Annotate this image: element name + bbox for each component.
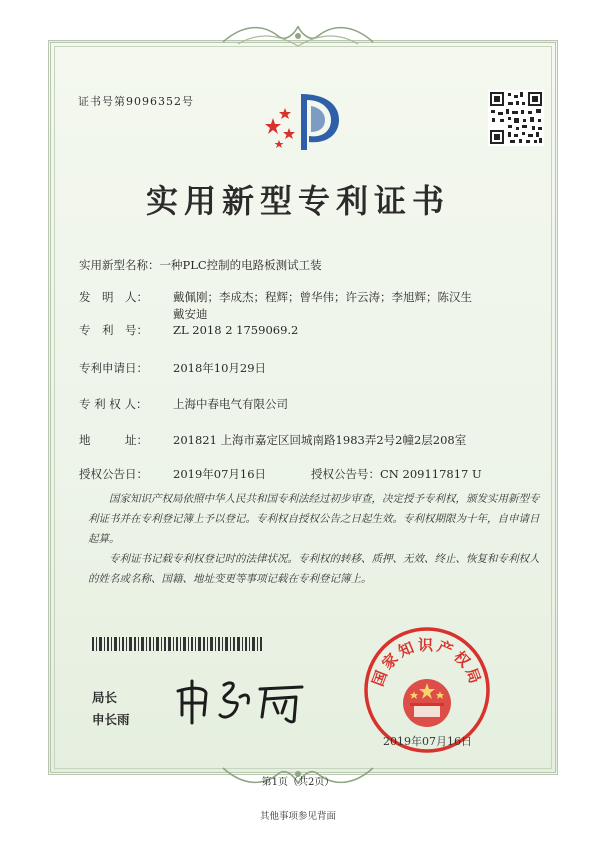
certificate-number: 证书号第9096352号 — [78, 95, 194, 108]
page-number: 第1页（共2页） — [261, 777, 335, 788]
barcode — [92, 637, 262, 651]
utility-model-name-value: 一种PLC控制的电路板测试工装 — [159, 258, 322, 272]
seal-text: 国家知识产权局 — [368, 636, 486, 689]
footer-note: 其他事项参见背面 — [259, 811, 336, 822]
patentee-row — [79, 396, 288, 412]
patentee-label: 专 利 权 人： — [79, 397, 148, 411]
inventor-value-line2: 戴安迪 — [173, 307, 208, 321]
inventor-row — [79, 289, 472, 305]
qr-code — [488, 90, 544, 146]
patentee-value: 上海中春电气有限公司 — [173, 397, 288, 411]
body-paragraph-2: 专利证书记载专利权登记时的法律状况。专利权的转移、质押、无效、终止、恢复和专利权人的姓名或名称、国籍、地址变更等事项记载在专利登记簿上。 — [88, 553, 540, 585]
patent-number-label: 专 利 号： — [79, 323, 148, 337]
grant-number-label: 授权公告号： — [311, 467, 380, 481]
inventor-value: 戴佩刚；李成杰；程辉；曾华伟；许云涛；李旭辉；陈汉生 — [173, 290, 472, 304]
grant-number-row — [311, 466, 482, 482]
grant-date-label: 授权公告日： — [79, 467, 148, 481]
patent-number-row — [79, 322, 298, 338]
director-signature — [170, 675, 315, 727]
top-ornament — [218, 22, 378, 50]
utility-model-name-label: 实用新型名称： — [79, 258, 160, 272]
filing-date-row — [79, 360, 266, 376]
body-paragraph-1: 国家知识产权局依照中华人民共和国专利法经过初步审查，决定授予专利权，颁发实用新型专利证书并在专利登记簿上予以登记。专利权自授权公告之日起生效。专利权期限为十年，自申请日起算。 — [88, 493, 540, 545]
certificate-title: 实用新型专利证书 — [145, 182, 450, 220]
grant-date-value: 2019年07月16日 — [173, 467, 267, 481]
director-title-label: 局长 — [92, 690, 118, 705]
grant-number-value: CN 209117817 U — [380, 467, 482, 481]
address-label: 地 址： — [79, 433, 148, 447]
utility-model-name-row — [79, 257, 322, 273]
filing-date-label: 专利申请日： — [79, 361, 148, 375]
director-name-label: 申长雨 — [92, 712, 130, 727]
inventor-label: 发 明 人： — [79, 290, 148, 304]
seal-date: 2019年07月16日 — [383, 735, 472, 748]
address-row — [79, 432, 466, 448]
national-emblem-icon — [403, 679, 451, 727]
address-value: 201821 上海市嘉定区回城南路1983弄2号2幢2层208室 — [173, 433, 467, 447]
patent-number-value: ZL 2018 2 1759069.2 — [173, 323, 299, 337]
grant-date-row — [79, 466, 266, 482]
cnipa-logo-icon — [265, 88, 345, 158]
filing-date-value: 2018年10月29日 — [173, 361, 267, 375]
